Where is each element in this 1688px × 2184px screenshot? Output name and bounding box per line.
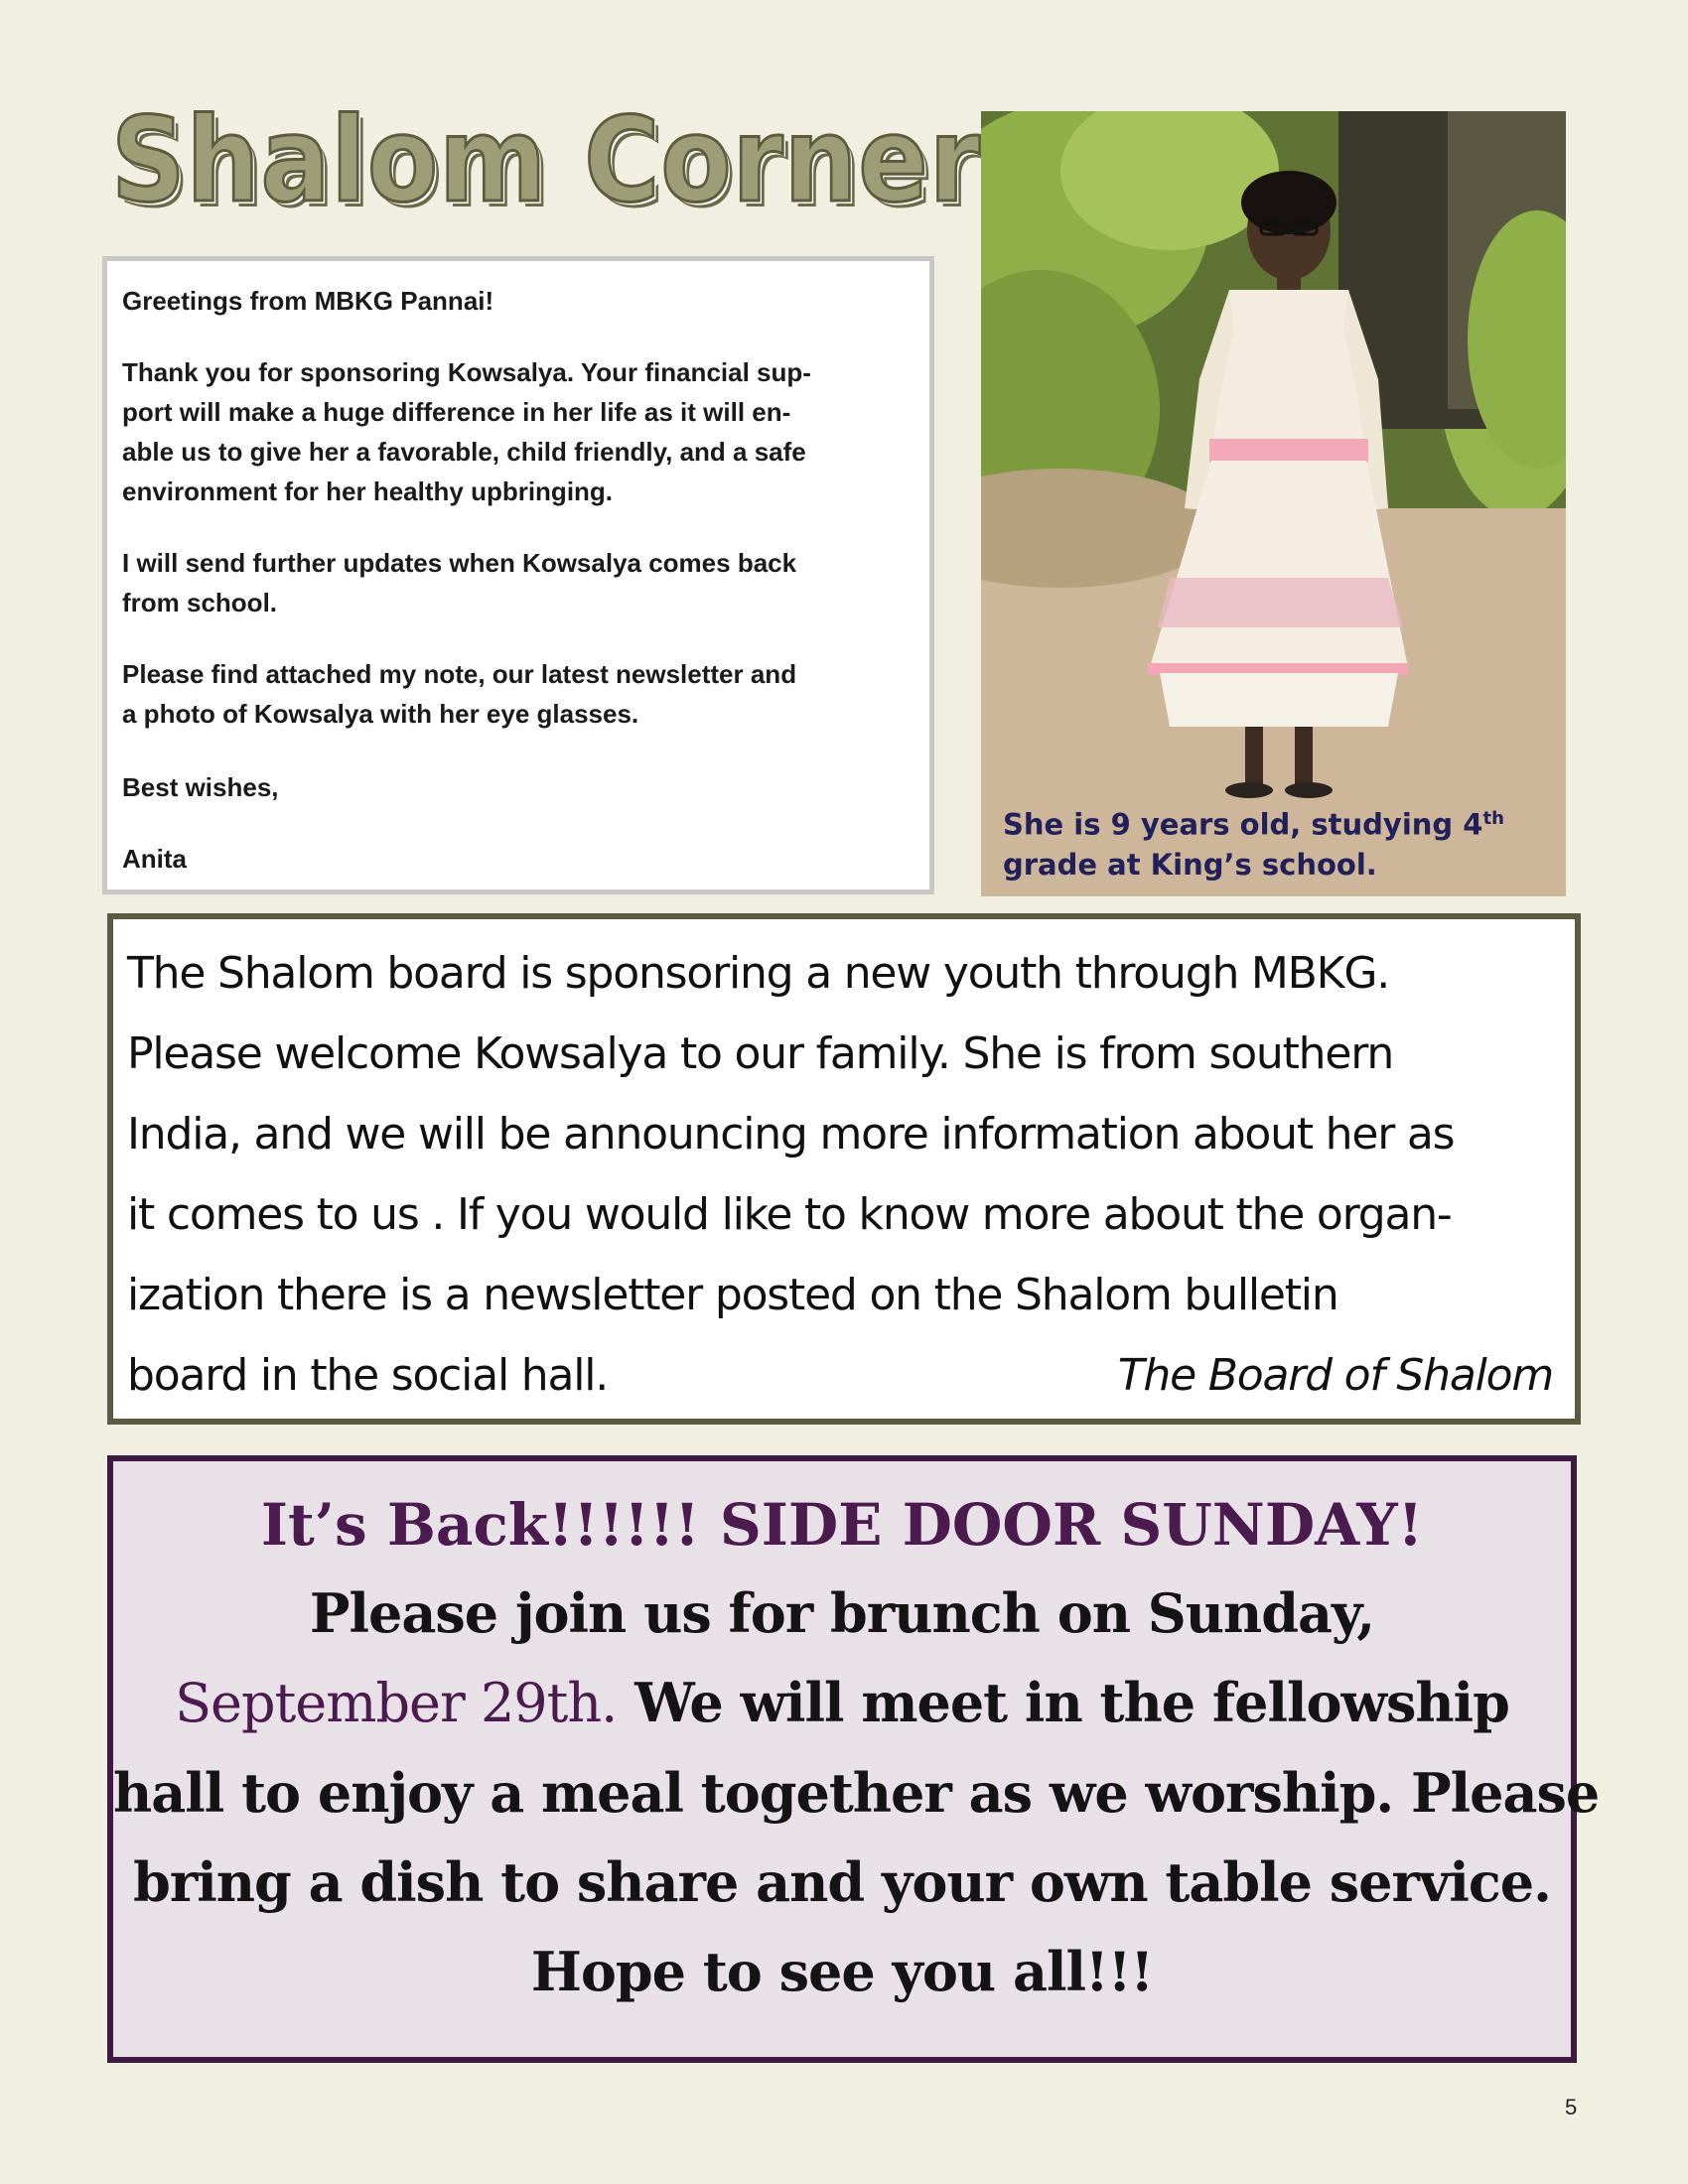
- photo-caption: She is 9 years old, studying 4th grade at King’s school.: [1003, 808, 1504, 882]
- board-line: ization there is a newsletter posted on the Shalom bulletin: [127, 1270, 1338, 1320]
- board-signature: The Board of Shalom: [1117, 1350, 1553, 1401]
- page-title: Shalom Corner: [111, 91, 981, 228]
- letter-closing: Best wishes,: [122, 772, 279, 802]
- letter-paragraph-2: I will send further updates when Kowsalya comes back from school.: [122, 548, 797, 617]
- letter-box: [102, 256, 934, 894]
- board-line: Please welcome Kowsalya to our family. She is from southern: [127, 1028, 1394, 1079]
- event-announcement: [107, 1455, 1600, 2063]
- event-date: September 29th.: [175, 1672, 618, 1734]
- letter-signature: Anita: [122, 844, 187, 874]
- event-heading: It’s Back!!!!!! SIDE DOOR SUNDAY!: [260, 1491, 1424, 1559]
- board-line: it comes to us . If you would like to know more about the organ-: [127, 1189, 1452, 1240]
- event-body: Please join us for brunch on Sunday, September 29th. We will meet in the fellowship hall to enjoy a meal together as we worship. Please bring a dish to share and your own table service. Hope to see you all!!!: [113, 1581, 1600, 2003]
- letter-paragraph-1: Thank you for sponsoring Kowsalya. Your financial sup- port will make a huge difference in her life as it will en- able us to give her a favorable, child friendly, and a safe environment for her healthy upbringing.: [122, 357, 811, 506]
- board-line: The Shalom board is sponsoring a new youth through MBKG.: [127, 948, 1389, 999]
- board-announcement: [107, 913, 1581, 1425]
- board-line: board in the social hall. The Board of Shalom: [127, 1335, 1561, 1416]
- letter-paragraph-3: Please find attached my note, our latest newsletter and a photo of Kowsalya with her eye glasses.: [122, 659, 797, 729]
- page-number: 5: [1565, 2095, 1578, 2119]
- photo-illustration: [981, 111, 1566, 896]
- letter-greeting: Greetings from MBKG Pannai!: [122, 286, 494, 316]
- kowsalya-photo: [981, 111, 1566, 896]
- board-line: India, and we will be announcing more information about her as: [127, 1109, 1455, 1160]
